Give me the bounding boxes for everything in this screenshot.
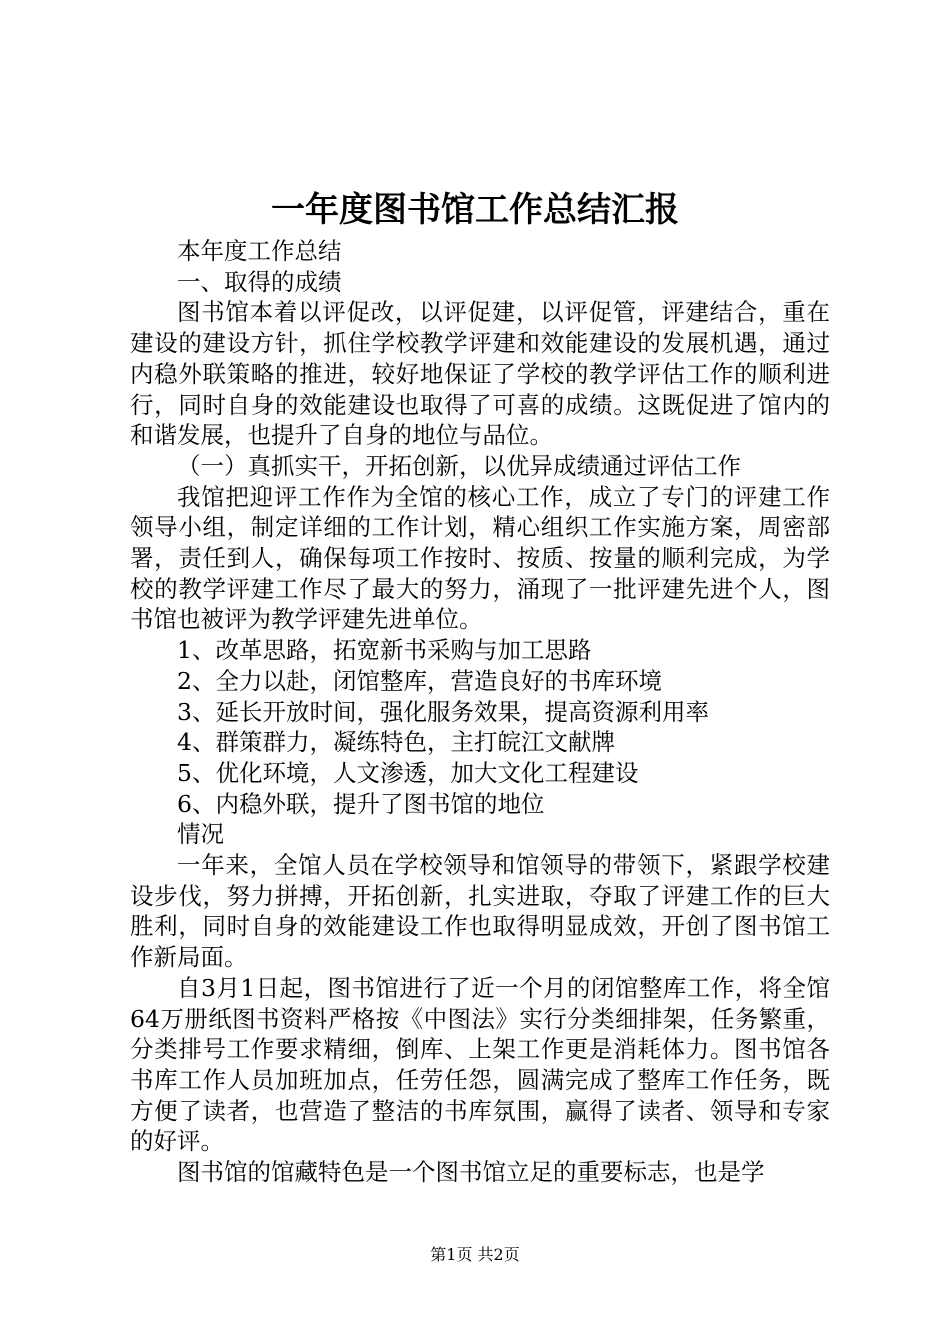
paragraph: 一年来，全馆人员在学校领导和馆领导的带领下，紧跟学校建设步伐，努力拼搏，开拓创新，扎实进取，夺取了评建工作的巨大胜利，同时自身的效能建设工作也取得明显成效，开创了图书馆工作新局面。 [130, 851, 830, 972]
paragraph: 图书馆本着以评促改，以评促建，以评促管，评建结合，重在建设的建设方针，抓住学校教学评建和效能建设的发展机遇，通过内稳外联策略的推进，较好地保证了学校的教学评估工作的顺利进行，同时自身的效能建设也取得了可喜的成绩。这既促进了馆内的和谐发展，也提升了自身的地位与品位。 [130, 298, 830, 450]
list-item: 3、延长开放时间，强化服务效果，提高资源利用率 [177, 697, 709, 726]
list-item: 5、优化环境，人文渗透，加大文化工程建设 [177, 758, 639, 787]
paragraph: 情况 [177, 820, 224, 849]
paragraph: 我馆把迎评工作作为全馆的核心工作，成立了专门的评建工作领导小组，制定详细的工作计划，精心组织工作实施方案，周密部署，责任到人，确保每项工作按时、按质、按量的顺利完成，为学校的教学评建工作尽了最大的努力，涌现了一批评建先进个人，图书馆也被评为教学评建先进单位。 [130, 482, 830, 634]
paragraph: 本年度工作总结 [177, 237, 342, 265]
paragraph: 一、取得的成绩 [177, 267, 342, 296]
list-item: 1、改革思路，拓宽新书采购与加工思路 [177, 636, 592, 665]
page-footer: 第1页 共2页 [430, 1245, 520, 1264]
document-title: 一年度图书馆工作总结汇报 [271, 190, 679, 230]
paragraph: （一）真抓实干，开拓创新，以优异成绩通过评估工作 [177, 451, 741, 480]
paragraph: 自3月1日起，图书馆进行了近一个月的闭馆整库工作，将全馆64万册纸图书资料严格按《中图法》实行分类细排架，任务繁重，分类排号工作要求精细，倒库、上架工作更是消耗体力。图书馆各书库工作人员加班加点，任劳任怨，圆满完成了整库工作任务，既方便了读者，也营造了整洁的书库氛围，赢得了读者、领导和专家的好评。 [130, 973, 830, 1156]
list-item: 2、全力以赴，闭馆整库，营造良好的书库环境 [177, 666, 662, 695]
document-body [130, 236, 830, 1188]
list-item: 6、内稳外联，提升了图书馆的地位 [177, 789, 545, 818]
paragraph: 图书馆的馆藏特色是一个图书馆立足的重要标志，也是学 [177, 1158, 765, 1187]
list-item: 4、群策群力，凝练特色，主打皖江文献牌 [177, 728, 615, 757]
